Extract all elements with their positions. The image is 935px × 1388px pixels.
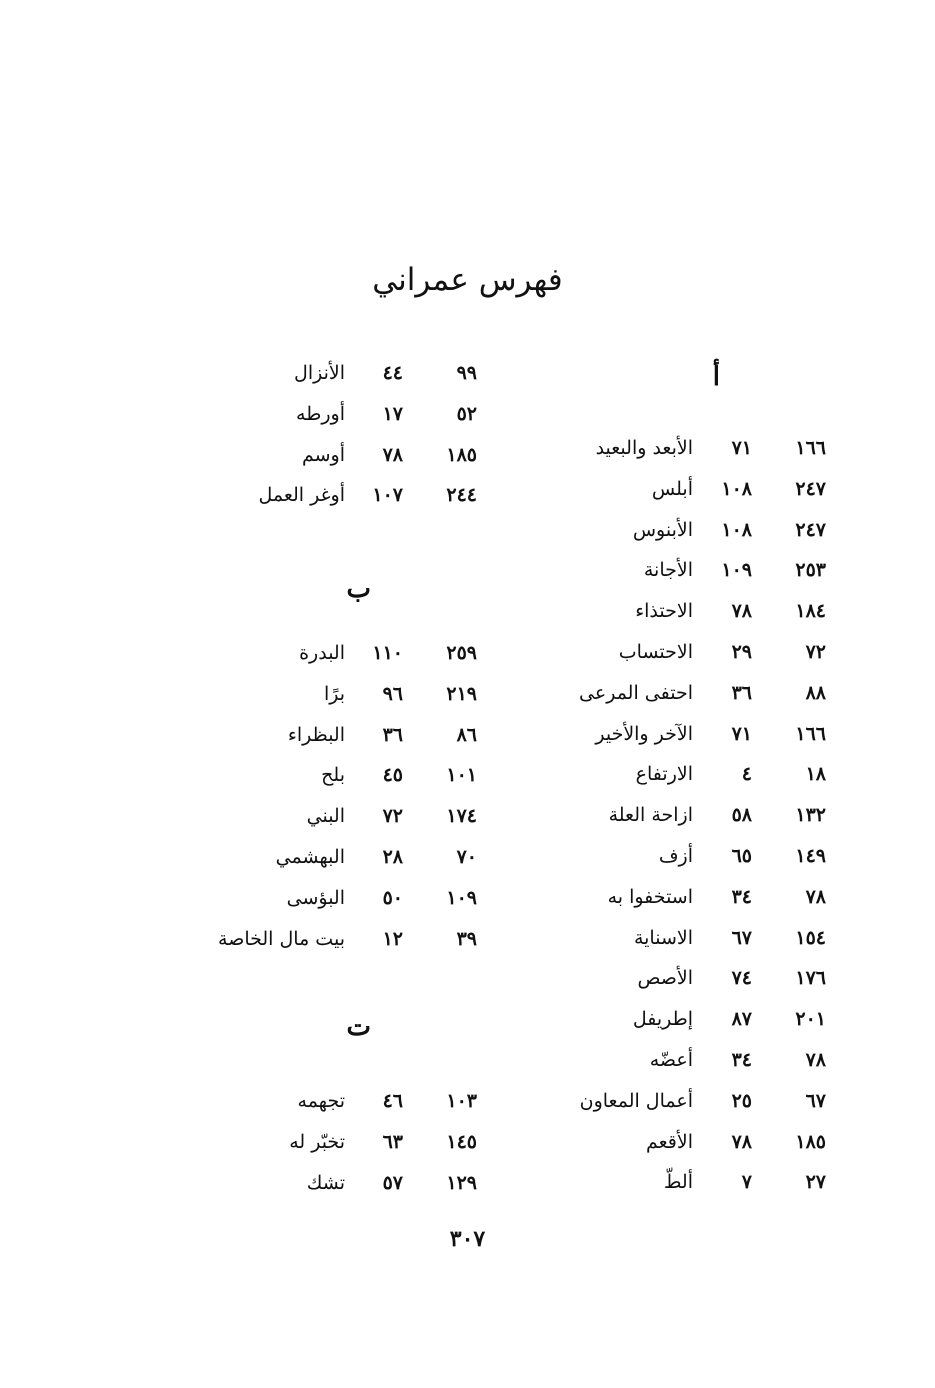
entry-term: برًا [323, 682, 345, 705]
index-entry [0, 967, 935, 1007]
index-entry [0, 1049, 935, 1089]
entry-folio-ref: ١٠٧ [372, 484, 403, 507]
entry-page-ref: ١٤٩ [795, 845, 826, 867]
entry-folio-ref: ١٢ [382, 927, 403, 950]
index-entry [0, 928, 935, 968]
entry-folio-ref: ٧٨ [382, 443, 403, 466]
entry-term: استخفوا به [607, 885, 693, 908]
entry-term: الأجانة [643, 559, 693, 582]
entry-folio-ref: ٥٠ [382, 886, 403, 909]
entry-page-ref: ٨٨ [805, 681, 826, 704]
index-entry [0, 1090, 935, 1130]
entry-term: الأصص [637, 967, 693, 990]
entry-page-ref: ٧٨ [805, 885, 826, 908]
entry-page-ref: ١٤٥ [446, 1130, 477, 1153]
entry-folio-ref: ٢٩ [731, 641, 752, 663]
entry-page-ref: ١٨٤ [795, 600, 826, 623]
section-letter: ب [346, 574, 371, 604]
entry-folio-ref: ٥٨ [731, 804, 752, 827]
entry-folio-ref: ٤ [741, 763, 752, 786]
entry-page-ref: ٢٤٤ [446, 484, 477, 507]
entry-folio-ref: ٥٧ [382, 1171, 403, 1194]
entry-page-ref: ٥٢ [456, 402, 477, 425]
entry-folio-ref: ٣٦ [731, 681, 752, 704]
entry-folio-ref: ١٧ [382, 402, 403, 425]
index-entry [0, 1008, 935, 1048]
entry-page-ref: ١٣٢ [795, 804, 826, 827]
index-entry [0, 600, 935, 640]
entry-page-ref: ١٨ [805, 763, 826, 786]
entry-term: أعمال المعاون [579, 1089, 693, 1112]
entry-page-ref: ٣٩ [456, 927, 477, 950]
entry-folio-ref: ٦٥ [731, 845, 752, 867]
entry-term: أوسم [301, 443, 345, 466]
entry-term: الاحتذاء [635, 600, 693, 623]
entry-term: تشك [306, 1171, 345, 1194]
entry-folio-ref: ٧١ [731, 437, 752, 459]
index-entry [0, 1171, 935, 1211]
entry-folio-ref: ٩٦ [382, 682, 403, 705]
entry-term: إطريفل [632, 1008, 693, 1031]
index-entry [0, 559, 935, 599]
entry-term: أعضّه [649, 1049, 693, 1071]
index-entry [0, 478, 935, 518]
entry-page-ref: ٧٠ [456, 846, 477, 868]
entry-term: الأبنوس [632, 518, 693, 541]
entry-page-ref: ٢٥٩ [446, 642, 477, 664]
index-entry [0, 927, 935, 967]
entry-term: البظراء [287, 723, 345, 746]
entry-term: بيت مال الخاصة [218, 927, 345, 950]
entry-folio-ref: ١١٠ [372, 642, 403, 664]
index-entry [0, 805, 935, 845]
entry-folio-ref: ١٠٨ [721, 477, 752, 500]
entry-term: الأقعم [645, 1130, 693, 1153]
entry-page-ref: ١٢٩ [446, 1171, 477, 1194]
entry-term: الارتفاع [635, 763, 693, 786]
index-entry [0, 641, 935, 681]
index-entry [0, 804, 935, 844]
entry-page-ref: ١٠١ [446, 764, 477, 787]
entry-term: أورطه [296, 402, 345, 425]
page-title: فهرس عمراني [372, 262, 563, 298]
entry-page-ref: ١٠٩ [446, 886, 477, 909]
entry-folio-ref: ٤٤ [382, 362, 403, 384]
index-entry [0, 444, 935, 484]
entry-term: أزف [658, 845, 693, 867]
index-entry [0, 1172, 935, 1212]
entry-page-ref: ١٧٤ [446, 805, 477, 828]
index-entry [0, 887, 935, 927]
entry-page-ref: ١٨٥ [795, 1130, 826, 1153]
index-entry [0, 886, 935, 926]
entry-folio-ref: ٧٨ [731, 1130, 752, 1153]
entry-folio-ref: ٧٤ [731, 967, 752, 990]
entry-folio-ref: ٧٨ [731, 600, 752, 623]
entry-folio-ref: ٦٧ [731, 926, 752, 949]
index-entry [0, 1090, 935, 1130]
entry-page-ref: ٧٢ [805, 641, 826, 663]
entry-page-ref: ٢٧ [805, 1171, 826, 1194]
entry-folio-ref: ١٠٩ [721, 559, 752, 582]
index-entry [0, 683, 935, 723]
entry-folio-ref: ٢٥ [731, 1089, 752, 1112]
entry-page-ref: ٨٦ [456, 723, 477, 746]
entry-term: البؤسى [286, 886, 345, 909]
index-entry [0, 845, 935, 885]
index-entry [0, 1131, 935, 1171]
entry-page-ref: ٢٥٣ [795, 559, 826, 582]
entry-term: بلح [321, 764, 345, 787]
section-letter: أ [712, 362, 720, 392]
index-entry [0, 519, 935, 559]
entry-folio-ref: ٣٤ [731, 885, 752, 908]
entry-folio-ref: ٧ [741, 1171, 752, 1194]
index-entry [0, 724, 935, 764]
entry-page-ref: ١٥٤ [795, 926, 826, 949]
entry-folio-ref: ١٠٨ [721, 518, 752, 541]
entry-term: ازاحة العلة [608, 804, 693, 827]
entry-term: ألطّ [663, 1171, 693, 1194]
entry-term: البهشمي [275, 846, 345, 868]
entry-term: أوغر العمل [258, 484, 345, 507]
index-entry [0, 484, 935, 524]
entry-term: الاسناية [633, 926, 693, 949]
index-entry [0, 403, 935, 443]
entry-page-ref: ٢٤٧ [795, 518, 826, 541]
index-entry [0, 723, 935, 763]
entry-page-ref: ١٧٦ [795, 967, 826, 990]
entry-page-ref: ٢٤٧ [795, 477, 826, 500]
section-letter: ت [346, 1012, 371, 1042]
entry-term: البدرة [299, 642, 345, 664]
entry-page-ref: ٧٨ [805, 1049, 826, 1071]
entry-page-ref: ٩٩ [456, 362, 477, 384]
entry-term: الاحتساب [618, 641, 693, 663]
entry-term: الآخر والأخير [595, 722, 693, 745]
entry-term: الأنزال [294, 362, 345, 384]
entry-term: احتفى المرعى [579, 681, 693, 704]
entry-page-ref: ١٦٦ [795, 722, 826, 745]
index-entry [0, 1131, 935, 1171]
entry-folio-ref: ٧١ [731, 722, 752, 745]
entry-folio-ref: ٤٥ [382, 764, 403, 787]
entry-folio-ref: ٣٦ [382, 723, 403, 746]
index-entry [0, 437, 935, 477]
entry-term: الأبعد والبعيد [595, 437, 693, 459]
entry-page-ref: ١٠٣ [446, 1090, 477, 1112]
index-entry [0, 682, 935, 722]
entry-term: تخبّر له [289, 1130, 345, 1153]
index-entry [0, 362, 935, 402]
entry-term: أبلس [651, 477, 693, 500]
entry-term: تجهمه [297, 1090, 345, 1112]
entry-folio-ref: ٣٤ [731, 1049, 752, 1071]
entry-page-ref: ١٦٦ [795, 437, 826, 459]
index-entry [0, 846, 935, 886]
entry-page-ref: ١٨٥ [446, 443, 477, 466]
entry-folio-ref: ٤٦ [382, 1090, 403, 1112]
entry-folio-ref: ٧٢ [382, 805, 403, 828]
index-entry [0, 642, 935, 682]
entry-page-ref: ٢٠١ [795, 1008, 826, 1031]
page-number: ٣٠٧ [449, 1226, 486, 1252]
entry-folio-ref: ٢٨ [382, 846, 403, 868]
index-entry [0, 764, 935, 804]
entry-term: البني [306, 805, 345, 828]
entry-page-ref: ٦٧ [805, 1089, 826, 1112]
index-entry [0, 763, 935, 803]
entry-folio-ref: ٨٧ [731, 1008, 752, 1031]
entry-page-ref: ٢١٩ [446, 682, 477, 705]
entry-folio-ref: ٦٣ [382, 1130, 403, 1153]
